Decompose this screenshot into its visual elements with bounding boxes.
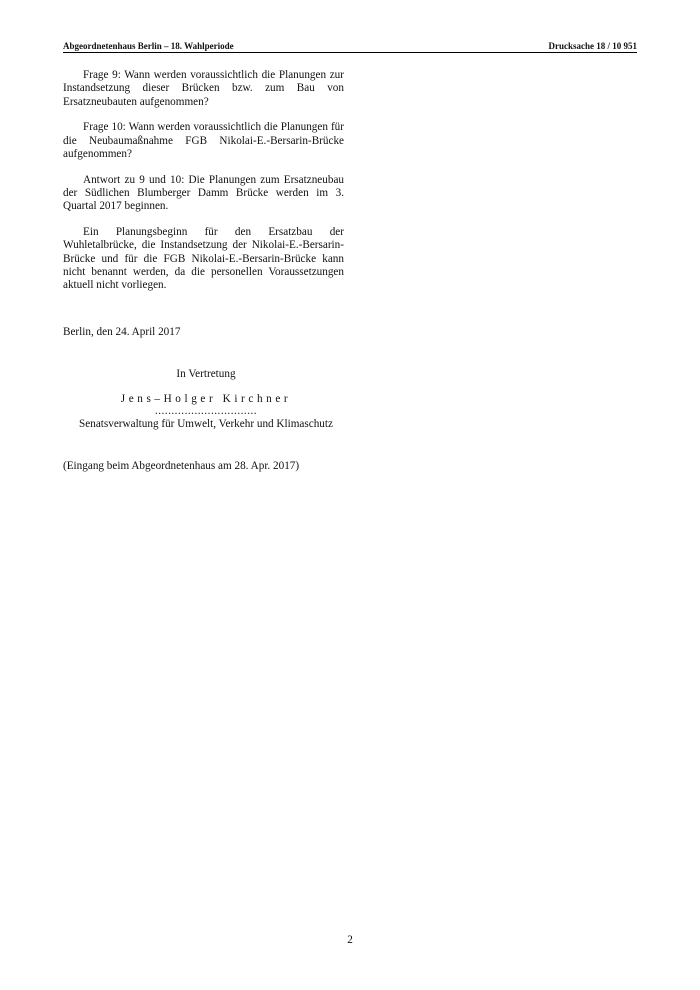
signature-line: ............................... xyxy=(154,404,258,417)
signature-representation: In Vertretung xyxy=(176,368,236,380)
answer-continuation-paragraph: Ein Planungsbeginn für den Ersatzbau der Wuhletalbrücke, die Instandsetzung der Nikolai-E.-Bersarin-Brücke und für die FGB Nikolai-E.-Bersarin-Brücke kann nicht benannt werden, da die personellen Voraussetzungen aktuell nicht vorliegen. xyxy=(63,226,344,292)
city-date: Berlin, den 24. April 2017 xyxy=(63,326,181,338)
question-9-paragraph: Frage 9: Wann werden voraussichtlich die Planungen zur Instandsetzung dieser Brücken bzw. zum Bau von Ersatzneubauten aufgenommen? xyxy=(63,69,344,108)
header-document-number: Drucksache 18 / 10 951 xyxy=(548,41,637,51)
receipt-note: (Eingang beim Abgeordnetenhaus am 28. Apr. 2017) xyxy=(63,460,300,472)
page-header xyxy=(63,38,637,53)
signatory-name: Jens–Holger Kirchner xyxy=(120,393,292,406)
signature-block xyxy=(63,368,349,431)
question-10-paragraph: Frage 10: Wann werden voraussichtlich die Planungen für die Neubaumaßnahme FGB Nikolai-E.-Bersarin-Brücke aufgenommen? xyxy=(63,121,344,160)
page-number: 2 xyxy=(347,934,353,946)
signatory-department: Senatsverwaltung für Umwelt, Verkehr und Klimaschutz xyxy=(79,417,333,430)
header-parliament-title: Abgeordnetenhaus Berlin – 18. Wahlperiode xyxy=(63,41,234,51)
answer-9-10-paragraph: Antwort zu 9 und 10: Die Planungen zum Ersatzneubau der Südlichen Blumberger Damm Brücke werden im 3. Quartal 2017 beginnen. xyxy=(63,173,344,213)
text-column xyxy=(63,69,344,305)
